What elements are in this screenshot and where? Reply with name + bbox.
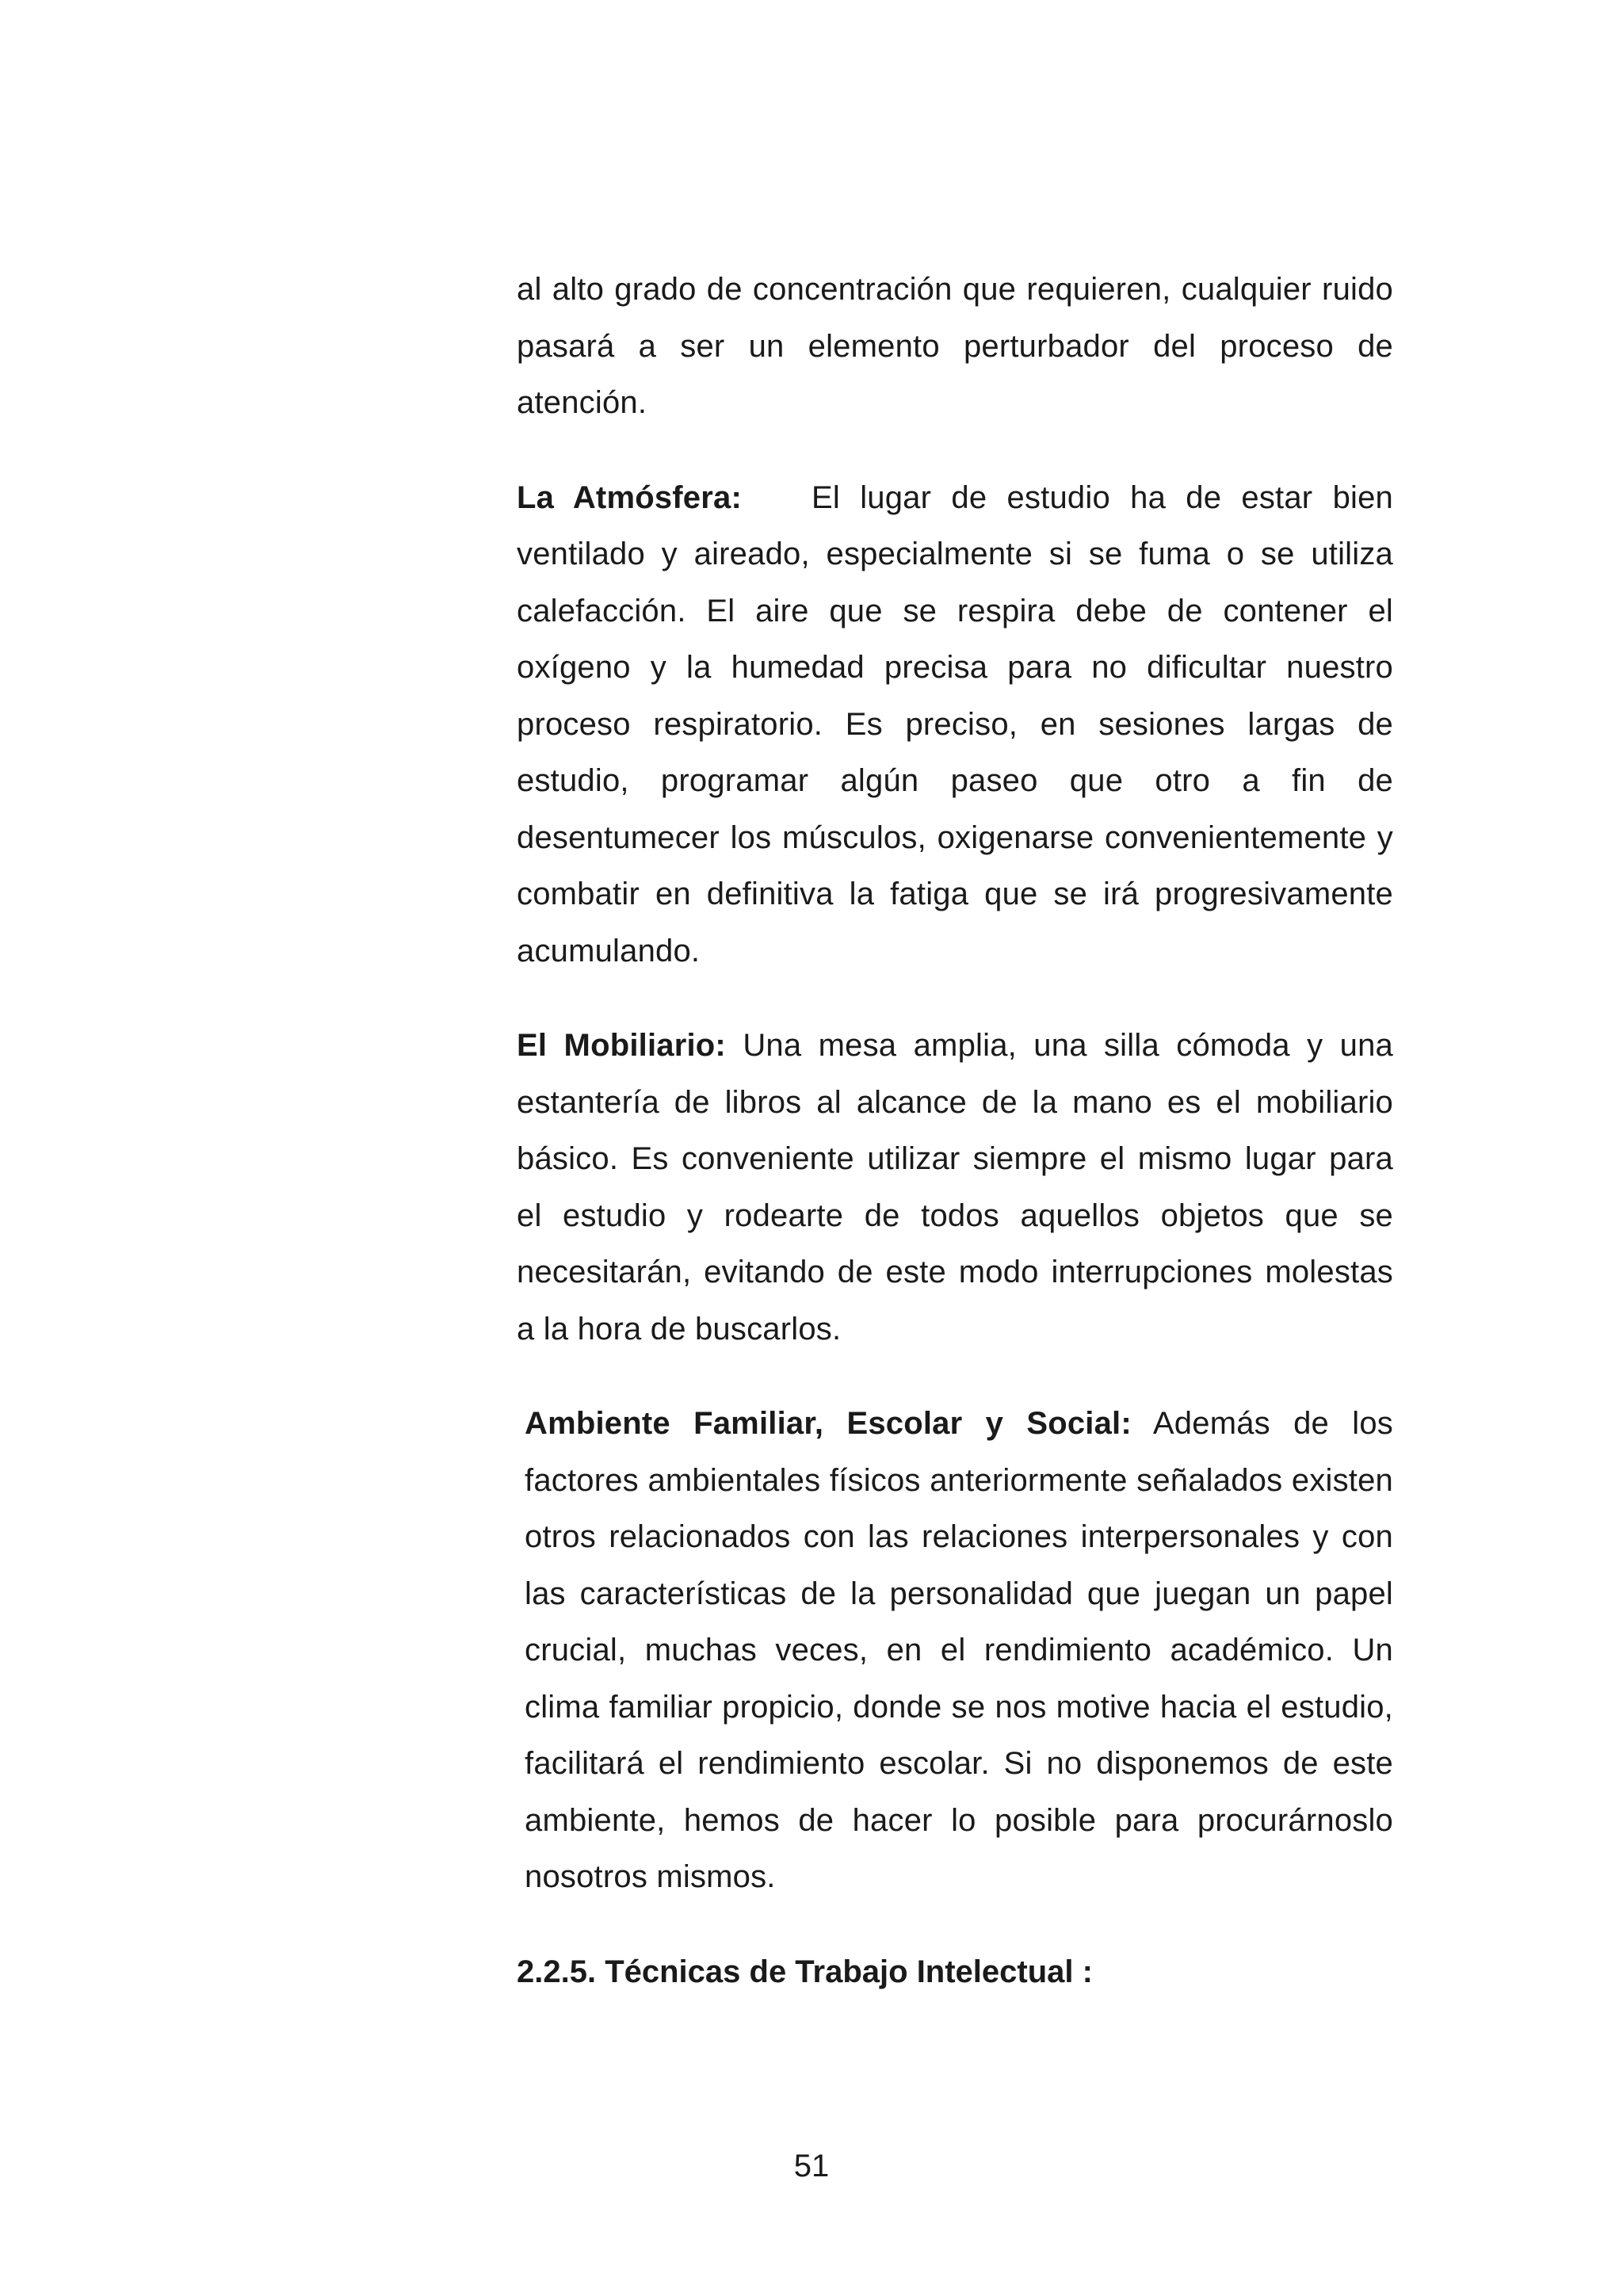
section-heading: 2.2.5. Técnicas de Trabajo Intelectual : <box>517 1954 1093 1989</box>
page-content <box>517 262 1393 2000</box>
paragraph-ambiente <box>517 1396 1393 1906</box>
ambiente-text: Además de los factores ambientales físicos anteriormente señalados existen otros relacionados con las relaciones interpersonales y con las características de la personalidad que juegan un papel crucial, muchas veces, en el rendimiento académico. Un clima familiar propicio, donde se nos motive hacia el estudio, facilitará el rendimiento escolar. Si no disponemos de este ambiente, hemos de hacer lo posible para procurárnoslo nosotros mismos. <box>525 1406 1393 1894</box>
ambiente-heading: Ambiente Familiar, Escolar y Social: <box>525 1406 1132 1441</box>
mobiliario-text: Una mesa amplia, una silla cómoda y una estantería de libros al alcance de la mano es el mobiliario básico. Es conveniente utilizar siempre el mismo lugar para el estudio y rodearte de todos aquellos objetos que se necesitarán, evitando de este modo interrupciones molestas a la hora de buscarlos. <box>517 1028 1393 1347</box>
atmosfera-text: El lugar de estudio ha de estar bien ventilado y aireado, especialmente si se fuma o se utiliza calefacción. El aire que se respira debe de contener el oxígeno y la humedad precisa para no dificultar nuestro proceso respiratorio. Es preciso, en sesiones largas de estudio, programar algún paseo que otro a fin de desentumecer los músculos, oxigenarse convenientemente y combatir en definitiva la fatiga que se irá progresivamente acumulando. <box>517 479 1393 968</box>
paragraph-atmosfera <box>517 470 1393 980</box>
paragraph-mobiliario <box>517 1018 1393 1358</box>
paragraph-intro <box>517 262 1393 432</box>
mobiliario-heading: El Mobiliario: <box>517 1028 726 1063</box>
atmosfera-heading: La Atmósfera: <box>517 479 742 515</box>
page-number: 51 <box>793 2149 830 2183</box>
intro-text: al alto grado de concentración que requieren, cualquier ruido pasará a ser un elemento perturbador del proceso de atención. <box>517 272 1393 420</box>
